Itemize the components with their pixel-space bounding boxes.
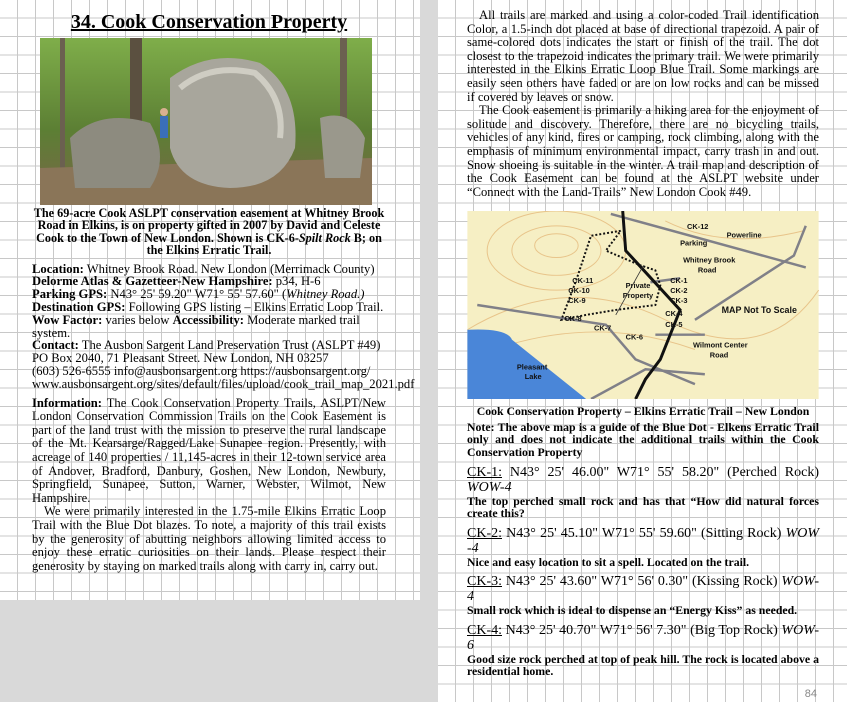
map-caption: Cook Conservation Property – Elkins Erratic Trail – New London [476,404,810,419]
map-label: Whitney Brook [683,255,736,265]
waypoint-description: Nice and easy location to sit a spell. Located on the trail. [467,554,750,569]
points-section [467,405,819,678]
page-number: 84 [804,688,817,701]
boulder-photo [40,38,372,205]
map-label: CK-4 [665,309,683,319]
wow-factor-line: Wow Factor: varies below Accessibility: Moderate marked trail system. [32,312,360,340]
right-text [467,9,819,199]
trail-map [467,211,819,399]
map-label: CK-2 [670,286,688,296]
map-label: MAP Not To Scale [721,305,797,316]
waypoint-description: Small rock which is ideal to dispense an “Energy Kiss” as needed. [467,603,798,618]
waypoint-heading [467,465,819,495]
map-label: Road [697,265,717,275]
parking-gps-line: Parking GPS: N43° 25' 59.20" W71° 55' 57.60" (Whitney Road.) [32,287,365,302]
wow-rating: WOW-4 [467,479,512,495]
map-label: CK-5 [665,320,683,330]
map-label: Wilmont Center [692,340,748,350]
waypoint-heading [467,526,819,556]
map-label: Property [622,291,654,301]
map-label: CK-6 [625,332,643,342]
map-label: Powerline [726,231,762,241]
waypoint-description: Good size rock perched at top of peak hill. The rock is located above a residential home. [467,651,819,679]
waypoint-coords: N43° 25' 43.60" W71° 56' 0.30" (Kissing Rock) [502,574,782,590]
trail-paragraph: We were primarily interested in the 1.75-mile Elkins Erratic Loop Trail with the Blue Dot blazes. To note, a majority of this trail exists by the generosity of abutting neighbors allowing limited access to enjoy these erratic curiosities on their lands. Please respect their generosity by staying on marked trails along with carry in, carry out. [32,504,386,573]
waypoint-coords: N43° 25' 46.00" W71° 55' 58.20" (Perched Rock) [502,464,819,480]
destination-gps-line: Destination GPS: Following GPS listing – Elkins Erratic Loop Trail. [32,300,384,315]
info-block [32,261,415,391]
map-label: Lake [524,372,542,382]
waypoint-coords: N43° 25' 45.10" W71° 55' 59.60" (Sitting Rock) [502,525,786,541]
map-label: Private [625,281,651,291]
wow-rating: WOW-4 [467,574,819,605]
information-paragraph: Information: The Cook Conservation Property Trails, ASLPT/New London Conservation Commission Trails on the Cook Easement is part of the land trust with the mission to preserve the rural landscape of the Mt. Kearsarge/Ragged/Lake Sunapee region. Presently, with acreage of 140 properties / 11,145-acres in their 12-town service area of Andover, Bradford, Danbury, Goshen, New London, Newbury, Springfield, Sunapee, Sutton, Warner, Webster, Wilmot, New Hampshire. [32,395,386,505]
map-label: Parking [680,238,708,248]
photo-caption: The 69-acre Cook ASLPT conservation easement at Whitney Brook Road in Elkins, is on property gifted in 2007 by David and Celeste Cook to the Town of New London. Shown is CK-6-Spilt Rock B; on the Elkins Erratic Trail. [33,206,385,258]
map-label: CK-8 [564,314,582,324]
waypoint-id: CK-4: [467,622,502,638]
waypoint-entry [467,574,819,617]
wow-rating: WOW -4 [467,525,819,556]
contact-line: Contact: The Ausbon Sargent Land Preservation Trust (ASLPT #49) [32,338,381,353]
map-label: CK-7 [594,324,612,334]
waypoint-heading [467,623,819,653]
right-page [438,0,847,702]
map-label: CK-3 [670,296,688,306]
delorme-line: Delorme Atlas & Gazetteer-New Hampshire: p34, H-6 [32,274,321,289]
map-label: Pleasant [516,362,548,372]
left-page [0,0,420,600]
map-label: CK-12 [687,222,709,232]
wow-rating: WOW-6 [467,622,819,653]
map-note: Note: The above map is a guide of the Blue Dot - Elkens Erratic Trail only and does not indicate the additional trails within the Cook Conservation Property [467,419,819,459]
address-line: PO Box 2040, 71 Pleasant Street. New London, NH 03257 [32,351,329,366]
waypoint-description: The top perched small rock and has that “How did natural forces create this? [467,493,819,521]
waypoint-id: CK-3: [467,574,502,590]
waypoint-id: CK-1: [467,464,502,480]
waypoint-id: CK-2: [467,525,502,541]
map-label: CK-9 [568,296,586,306]
waypoint-entry [467,465,819,520]
information-section [32,397,386,574]
waypoint-list [467,465,819,679]
page-title: 34. Cook Conservation Property [70,11,348,33]
markings-paragraph: All trails are marked and using a color-coded Trail identification Color, a 1.5-inch dot placed at base of directional trapezoid. A pair of same-colored dots indicates the start or finish of the trail. The dot closest to the trapezoid indicates the primary trail. We were primarily interested in the Elkins Erratic Loop Blue Trail. Some markings are easily seen others have faded or are on low rocks and can be missed if covered by leaves or snow. [467,8,819,104]
location-line: Location: Whitney Brook Road. New London (Merrimack County) [32,261,375,276]
map-label: Road [709,350,729,360]
map-label: CK-10 [568,286,590,296]
waypoint-entry [467,526,819,569]
map-label: CK-1 [670,276,688,286]
url-line: www.ausbonsargent.org/sites/default/files/upload/cook_trail_map_2021.pdf [32,376,415,391]
waypoint-coords: N43° 25' 40.70" W71° 56' 7.30" (Big Top Rock) [502,622,782,638]
map-label: CK-11 [572,276,594,286]
phone-line: (603) 526-6555 info@ausbonsargent.org https://ausbonsargent.org/ [32,364,371,378]
waypoint-entry [467,623,819,678]
easement-paragraph: The Cook easement is primarily a hiking area for the enjoyment of solitude and discovery. Therefore, there are no bicycling trails, vehicles of any kind, fires or camping, rock climbing, along with the emphasis of minimum environmental impact, carry trash in and out. Snow shoeing is suitable in the winter. A trail map and description of the Cook Easement can be found at the ASLPT website under “Connect with the Land-Trails” New London Cook #49. [467,103,819,199]
